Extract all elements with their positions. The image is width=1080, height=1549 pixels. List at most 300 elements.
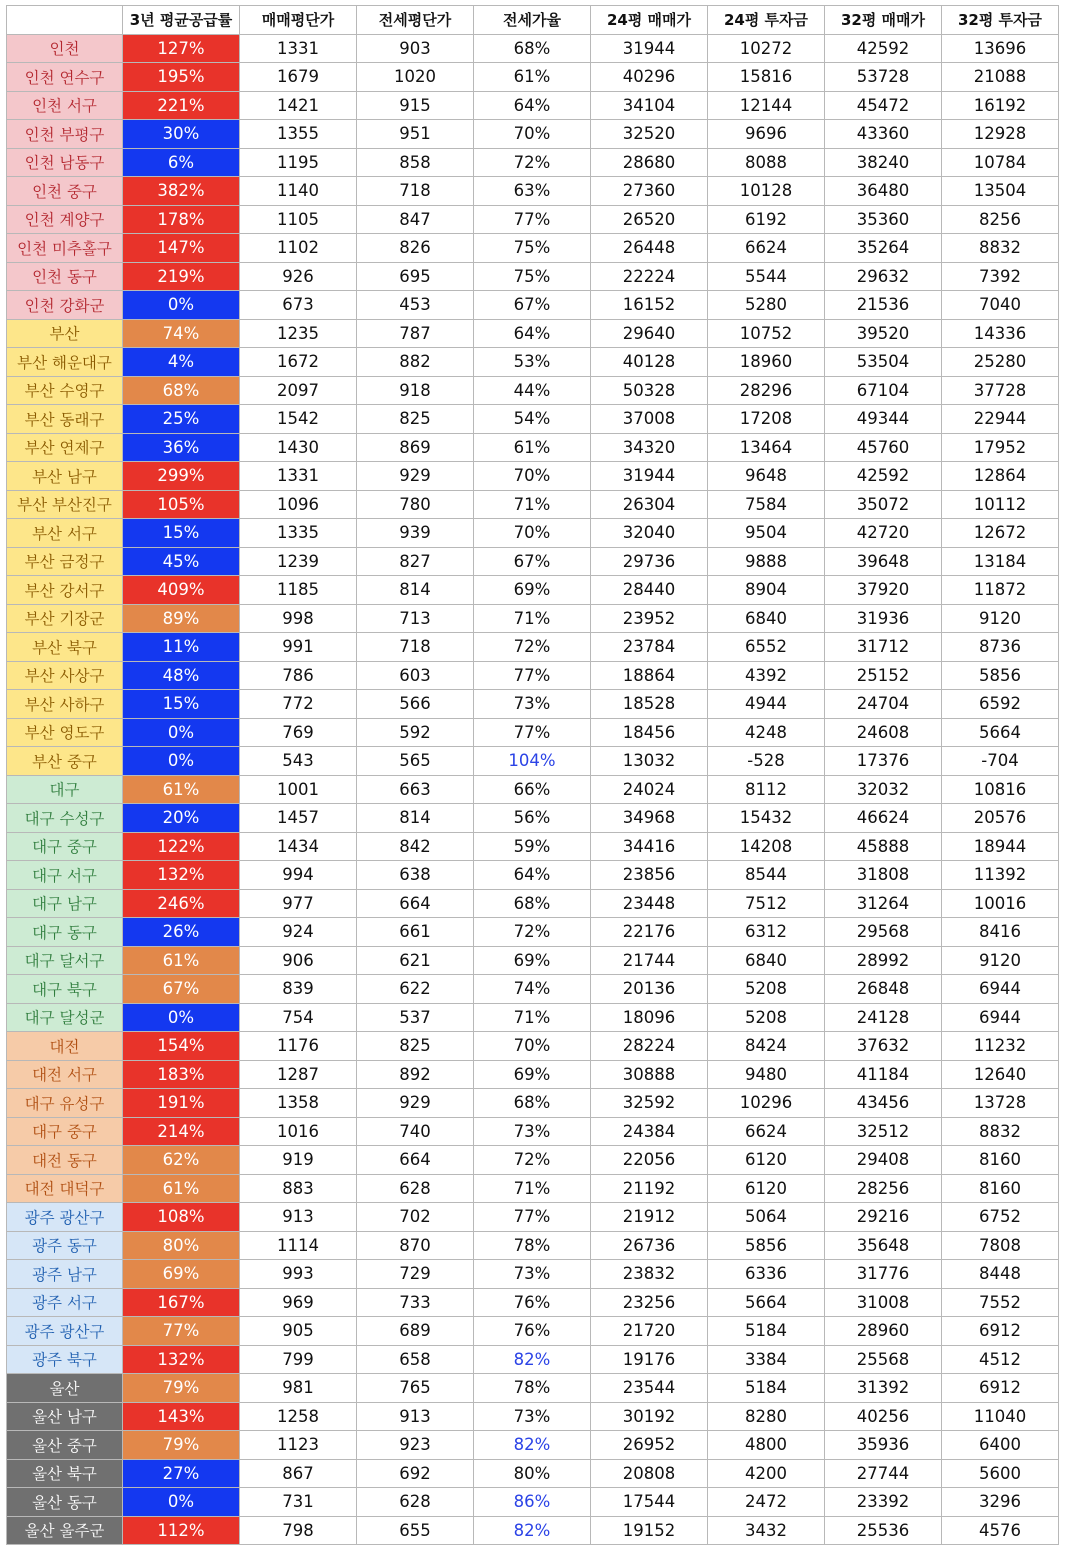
supply-rate-cell: 61% xyxy=(123,775,240,804)
jeonse-ratio-cell: 68% xyxy=(474,1089,591,1118)
price-24-cell: 32520 xyxy=(591,120,708,149)
jeonse-ratio-cell: 71% xyxy=(474,490,591,519)
region-cell: 울산 울주군 xyxy=(7,1516,123,1545)
price-32-cell: 31808 xyxy=(825,861,942,890)
jeonse-price-cell: 765 xyxy=(357,1374,474,1403)
region-cell: 부산 해운대구 xyxy=(7,348,123,377)
investment-24-cell: 5208 xyxy=(708,975,825,1004)
sale-price-cell: 991 xyxy=(240,633,357,662)
investment-32-cell: 12672 xyxy=(942,519,1059,548)
price-32-cell: 45888 xyxy=(825,832,942,861)
price-32-cell: 25568 xyxy=(825,1345,942,1374)
region-cell: 부산 연제구 xyxy=(7,433,123,462)
price-32-cell: 28992 xyxy=(825,946,942,975)
jeonse-ratio-cell: 77% xyxy=(474,661,591,690)
supply-rate-cell: 27% xyxy=(123,1459,240,1488)
header-32-sale-price: 32평 매매가 xyxy=(825,6,942,35)
investment-24-cell: 6552 xyxy=(708,633,825,662)
investment-32-cell: 21088 xyxy=(942,63,1059,92)
price-32-cell: 24608 xyxy=(825,718,942,747)
investment-32-cell: 37728 xyxy=(942,376,1059,405)
price-24-cell: 31944 xyxy=(591,462,708,491)
jeonse-price-cell: 929 xyxy=(357,1089,474,1118)
investment-24-cell: 14208 xyxy=(708,832,825,861)
price-24-cell: 28224 xyxy=(591,1032,708,1061)
supply-rate-cell: 74% xyxy=(123,319,240,348)
sale-price-cell: 786 xyxy=(240,661,357,690)
jeonse-ratio-cell: 69% xyxy=(474,1060,591,1089)
investment-32-cell: 17952 xyxy=(942,433,1059,462)
region-cell: 울산 남구 xyxy=(7,1402,123,1431)
investment-32-cell: 6400 xyxy=(942,1431,1059,1460)
data-table xyxy=(6,5,1059,1545)
supply-rate-cell: 26% xyxy=(123,918,240,947)
investment-24-cell: 8088 xyxy=(708,148,825,177)
region-cell: 인천 남동구 xyxy=(7,148,123,177)
price-32-cell: 29632 xyxy=(825,262,942,291)
investment-24-cell: 6624 xyxy=(708,234,825,263)
sale-price-cell: 673 xyxy=(240,291,357,320)
price-32-cell: 35264 xyxy=(825,234,942,263)
investment-32-cell: 8160 xyxy=(942,1146,1059,1175)
table-row xyxy=(7,1032,1059,1061)
region-cell: 대구 북구 xyxy=(7,975,123,1004)
supply-rate-cell: 30% xyxy=(123,120,240,149)
investment-24-cell: 5856 xyxy=(708,1231,825,1260)
price-24-cell: 34968 xyxy=(591,804,708,833)
investment-32-cell: 6944 xyxy=(942,1003,1059,1032)
sale-price-cell: 2097 xyxy=(240,376,357,405)
region-cell: 부산 서구 xyxy=(7,519,123,548)
jeonse-price-cell: 692 xyxy=(357,1459,474,1488)
sale-price-cell: 769 xyxy=(240,718,357,747)
table-row xyxy=(7,433,1059,462)
supply-rate-cell: 299% xyxy=(123,462,240,491)
investment-24-cell: 5544 xyxy=(708,262,825,291)
jeonse-price-cell: 592 xyxy=(357,718,474,747)
table-row xyxy=(7,804,1059,833)
price-24-cell: 29640 xyxy=(591,319,708,348)
sale-price-cell: 1434 xyxy=(240,832,357,861)
sale-price-cell: 1140 xyxy=(240,177,357,206)
supply-rate-cell: 183% xyxy=(123,1060,240,1089)
investment-32-cell: 12928 xyxy=(942,120,1059,149)
investment-32-cell: 3296 xyxy=(942,1488,1059,1517)
price-32-cell: 21536 xyxy=(825,291,942,320)
price-24-cell: 32592 xyxy=(591,1089,708,1118)
sale-price-cell: 883 xyxy=(240,1174,357,1203)
price-32-cell: 29408 xyxy=(825,1146,942,1175)
price-24-cell: 40128 xyxy=(591,348,708,377)
investment-24-cell: 9648 xyxy=(708,462,825,491)
table-row xyxy=(7,775,1059,804)
investment-24-cell: 8544 xyxy=(708,861,825,890)
price-24-cell: 20808 xyxy=(591,1459,708,1488)
supply-rate-cell: 61% xyxy=(123,946,240,975)
jeonse-price-cell: 915 xyxy=(357,91,474,120)
investment-32-cell: 4512 xyxy=(942,1345,1059,1374)
supply-rate-cell: 214% xyxy=(123,1117,240,1146)
investment-32-cell: 10816 xyxy=(942,775,1059,804)
price-32-cell: 41184 xyxy=(825,1060,942,1089)
price-24-cell: 30888 xyxy=(591,1060,708,1089)
table-row xyxy=(7,148,1059,177)
jeonse-price-cell: 923 xyxy=(357,1431,474,1460)
price-32-cell: 39520 xyxy=(825,319,942,348)
price-32-cell: 45760 xyxy=(825,433,942,462)
supply-rate-cell: 45% xyxy=(123,547,240,576)
region-cell: 대전 xyxy=(7,1032,123,1061)
table-row xyxy=(7,1117,1059,1146)
region-cell: 대구 유성구 xyxy=(7,1089,123,1118)
investment-32-cell: 9120 xyxy=(942,604,1059,633)
sale-price-cell: 919 xyxy=(240,1146,357,1175)
supply-rate-cell: 68% xyxy=(123,376,240,405)
jeonse-price-cell: 661 xyxy=(357,918,474,947)
price-24-cell: 13032 xyxy=(591,747,708,776)
jeonse-ratio-cell: 63% xyxy=(474,177,591,206)
investment-32-cell: 7808 xyxy=(942,1231,1059,1260)
header-jeonse-price-per-pyeong: 전세평단가 xyxy=(357,6,474,35)
table-row xyxy=(7,1260,1059,1289)
jeonse-price-cell: 664 xyxy=(357,889,474,918)
jeonse-price-cell: 903 xyxy=(357,34,474,63)
investment-24-cell: 5064 xyxy=(708,1203,825,1232)
investment-32-cell: 8832 xyxy=(942,1117,1059,1146)
investment-24-cell: 5280 xyxy=(708,291,825,320)
price-24-cell: 30192 xyxy=(591,1402,708,1431)
region-cell: 인천 강화군 xyxy=(7,291,123,320)
price-24-cell: 22176 xyxy=(591,918,708,947)
jeonse-ratio-cell: 82% xyxy=(474,1516,591,1545)
investment-32-cell: 6592 xyxy=(942,690,1059,719)
supply-rate-cell: 167% xyxy=(123,1288,240,1317)
investment-32-cell: 13184 xyxy=(942,547,1059,576)
price-24-cell: 26304 xyxy=(591,490,708,519)
region-cell: 인천 부평구 xyxy=(7,120,123,149)
price-24-cell: 18096 xyxy=(591,1003,708,1032)
supply-rate-cell: 15% xyxy=(123,690,240,719)
jeonse-price-cell: 718 xyxy=(357,177,474,206)
sale-price-cell: 772 xyxy=(240,690,357,719)
investment-32-cell: 11872 xyxy=(942,576,1059,605)
region-cell: 부산 기장군 xyxy=(7,604,123,633)
investment-32-cell: 6752 xyxy=(942,1203,1059,1232)
price-24-cell: 24024 xyxy=(591,775,708,804)
supply-rate-cell: 219% xyxy=(123,262,240,291)
supply-rate-cell: 48% xyxy=(123,661,240,690)
jeonse-ratio-cell: 75% xyxy=(474,234,591,263)
price-32-cell: 26848 xyxy=(825,975,942,1004)
jeonse-ratio-cell: 104% xyxy=(474,747,591,776)
price-24-cell: 32040 xyxy=(591,519,708,548)
jeonse-ratio-cell: 54% xyxy=(474,405,591,434)
table-row xyxy=(7,918,1059,947)
price-32-cell: 29568 xyxy=(825,918,942,947)
sale-price-cell: 1331 xyxy=(240,462,357,491)
investment-32-cell: 25280 xyxy=(942,348,1059,377)
supply-rate-cell: 178% xyxy=(123,205,240,234)
supply-rate-cell: 36% xyxy=(123,433,240,462)
price-24-cell: 28680 xyxy=(591,148,708,177)
table-row xyxy=(7,690,1059,719)
investment-32-cell: 10016 xyxy=(942,889,1059,918)
investment-24-cell: 6840 xyxy=(708,946,825,975)
sale-price-cell: 1358 xyxy=(240,1089,357,1118)
price-32-cell: 17376 xyxy=(825,747,942,776)
jeonse-ratio-cell: 59% xyxy=(474,832,591,861)
investment-24-cell: 15432 xyxy=(708,804,825,833)
investment-32-cell: 5856 xyxy=(942,661,1059,690)
sale-price-cell: 1001 xyxy=(240,775,357,804)
price-32-cell: 40256 xyxy=(825,1402,942,1431)
investment-32-cell: 8416 xyxy=(942,918,1059,947)
investment-24-cell: 13464 xyxy=(708,433,825,462)
jeonse-price-cell: 882 xyxy=(357,348,474,377)
jeonse-ratio-cell: 73% xyxy=(474,1117,591,1146)
sale-price-cell: 867 xyxy=(240,1459,357,1488)
sale-price-cell: 1430 xyxy=(240,433,357,462)
price-24-cell: 29736 xyxy=(591,547,708,576)
jeonse-ratio-cell: 74% xyxy=(474,975,591,1004)
jeonse-price-cell: 814 xyxy=(357,576,474,605)
jeonse-price-cell: 603 xyxy=(357,661,474,690)
region-cell: 대구 달성군 xyxy=(7,1003,123,1032)
sale-price-cell: 1195 xyxy=(240,148,357,177)
table-row xyxy=(7,1089,1059,1118)
region-cell: 부산 북구 xyxy=(7,633,123,662)
price-32-cell: 42592 xyxy=(825,34,942,63)
price-32-cell: 31264 xyxy=(825,889,942,918)
investment-24-cell: 8424 xyxy=(708,1032,825,1061)
sale-price-cell: 994 xyxy=(240,861,357,890)
price-24-cell: 19152 xyxy=(591,1516,708,1545)
price-24-cell: 17544 xyxy=(591,1488,708,1517)
table-row xyxy=(7,34,1059,63)
jeonse-ratio-cell: 64% xyxy=(474,91,591,120)
jeonse-price-cell: 918 xyxy=(357,376,474,405)
supply-rate-cell: 62% xyxy=(123,1146,240,1175)
price-24-cell: 37008 xyxy=(591,405,708,434)
investment-24-cell: 3384 xyxy=(708,1345,825,1374)
supply-rate-cell: 6% xyxy=(123,148,240,177)
price-32-cell: 43360 xyxy=(825,120,942,149)
header-sale-price-per-pyeong: 매매평단가 xyxy=(240,6,357,35)
table-row xyxy=(7,547,1059,576)
table-row xyxy=(7,1288,1059,1317)
supply-rate-cell: 0% xyxy=(123,1488,240,1517)
region-cell: 울산 북구 xyxy=(7,1459,123,1488)
supply-rate-cell: 132% xyxy=(123,861,240,890)
price-32-cell: 67104 xyxy=(825,376,942,405)
investment-24-cell: -528 xyxy=(708,747,825,776)
table-row xyxy=(7,975,1059,1004)
investment-24-cell: 9696 xyxy=(708,120,825,149)
jeonse-price-cell: 826 xyxy=(357,234,474,263)
investment-32-cell: 10112 xyxy=(942,490,1059,519)
investment-32-cell: 12864 xyxy=(942,462,1059,491)
table-row xyxy=(7,348,1059,377)
sale-price-cell: 839 xyxy=(240,975,357,1004)
investment-32-cell: -704 xyxy=(942,747,1059,776)
header-32-investment: 32평 투자금 xyxy=(942,6,1059,35)
jeonse-price-cell: 718 xyxy=(357,633,474,662)
jeonse-ratio-cell: 61% xyxy=(474,63,591,92)
investment-32-cell: 11392 xyxy=(942,861,1059,890)
table-row xyxy=(7,120,1059,149)
price-24-cell: 18456 xyxy=(591,718,708,747)
region-cell: 대전 서구 xyxy=(7,1060,123,1089)
sale-price-cell: 1258 xyxy=(240,1402,357,1431)
supply-rate-cell: 143% xyxy=(123,1402,240,1431)
investment-24-cell: 5184 xyxy=(708,1317,825,1346)
sale-price-cell: 1016 xyxy=(240,1117,357,1146)
jeonse-price-cell: 939 xyxy=(357,519,474,548)
investment-24-cell: 4800 xyxy=(708,1431,825,1460)
sale-price-cell: 924 xyxy=(240,918,357,947)
jeonse-price-cell: 655 xyxy=(357,1516,474,1545)
sale-price-cell: 1176 xyxy=(240,1032,357,1061)
table-row xyxy=(7,889,1059,918)
sale-price-cell: 1421 xyxy=(240,91,357,120)
jeonse-ratio-cell: 77% xyxy=(474,718,591,747)
region-cell: 울산 동구 xyxy=(7,1488,123,1517)
sale-price-cell: 543 xyxy=(240,747,357,776)
region-cell: 부산 남구 xyxy=(7,462,123,491)
jeonse-price-cell: 453 xyxy=(357,291,474,320)
price-32-cell: 28960 xyxy=(825,1317,942,1346)
investment-24-cell: 7512 xyxy=(708,889,825,918)
sale-price-cell: 977 xyxy=(240,889,357,918)
price-24-cell: 34320 xyxy=(591,433,708,462)
price-32-cell: 49344 xyxy=(825,405,942,434)
sale-price-cell: 1105 xyxy=(240,205,357,234)
jeonse-ratio-cell: 75% xyxy=(474,262,591,291)
jeonse-ratio-cell: 64% xyxy=(474,319,591,348)
jeonse-price-cell: 658 xyxy=(357,1345,474,1374)
investment-32-cell: 7552 xyxy=(942,1288,1059,1317)
region-cell: 인천 서구 xyxy=(7,91,123,120)
jeonse-ratio-cell: 72% xyxy=(474,148,591,177)
jeonse-price-cell: 702 xyxy=(357,1203,474,1232)
price-32-cell: 38240 xyxy=(825,148,942,177)
price-24-cell: 23448 xyxy=(591,889,708,918)
price-24-cell: 40296 xyxy=(591,63,708,92)
investment-32-cell: 11040 xyxy=(942,1402,1059,1431)
price-32-cell: 35360 xyxy=(825,205,942,234)
jeonse-price-cell: 689 xyxy=(357,1317,474,1346)
jeonse-ratio-cell: 70% xyxy=(474,519,591,548)
price-32-cell: 43456 xyxy=(825,1089,942,1118)
supply-rate-cell: 25% xyxy=(123,405,240,434)
supply-rate-cell: 67% xyxy=(123,975,240,1004)
jeonse-ratio-cell: 72% xyxy=(474,918,591,947)
region-cell: 인천 중구 xyxy=(7,177,123,206)
investment-24-cell: 6192 xyxy=(708,205,825,234)
sale-price-cell: 1287 xyxy=(240,1060,357,1089)
table-row xyxy=(7,205,1059,234)
sale-price-cell: 981 xyxy=(240,1374,357,1403)
supply-rate-cell: 61% xyxy=(123,1174,240,1203)
table-row xyxy=(7,519,1059,548)
jeonse-price-cell: 638 xyxy=(357,861,474,890)
investment-24-cell: 6624 xyxy=(708,1117,825,1146)
sale-price-cell: 1096 xyxy=(240,490,357,519)
jeonse-ratio-cell: 86% xyxy=(474,1488,591,1517)
supply-rate-cell: 246% xyxy=(123,889,240,918)
price-32-cell: 35072 xyxy=(825,490,942,519)
supply-rate-cell: 89% xyxy=(123,604,240,633)
table-row xyxy=(7,604,1059,633)
table-row xyxy=(7,319,1059,348)
price-24-cell: 21192 xyxy=(591,1174,708,1203)
table-row xyxy=(7,291,1059,320)
header-jeonse-ratio: 전세가율 xyxy=(474,6,591,35)
table-row xyxy=(7,861,1059,890)
jeonse-ratio-cell: 78% xyxy=(474,1374,591,1403)
table-row xyxy=(7,718,1059,747)
price-32-cell: 31392 xyxy=(825,1374,942,1403)
price-24-cell: 23832 xyxy=(591,1260,708,1289)
jeonse-price-cell: 814 xyxy=(357,804,474,833)
price-24-cell: 23256 xyxy=(591,1288,708,1317)
region-cell: 부산 금정구 xyxy=(7,547,123,576)
price-32-cell: 42592 xyxy=(825,462,942,491)
price-32-cell: 25152 xyxy=(825,661,942,690)
investment-32-cell: 8160 xyxy=(942,1174,1059,1203)
supply-rate-cell: 0% xyxy=(123,1003,240,1032)
investment-32-cell: 8256 xyxy=(942,205,1059,234)
investment-24-cell: 10752 xyxy=(708,319,825,348)
table-row xyxy=(7,490,1059,519)
jeonse-ratio-cell: 70% xyxy=(474,120,591,149)
region-cell: 부산 사상구 xyxy=(7,661,123,690)
price-32-cell: 31936 xyxy=(825,604,942,633)
jeonse-ratio-cell: 71% xyxy=(474,1003,591,1032)
jeonse-price-cell: 628 xyxy=(357,1174,474,1203)
table-row xyxy=(7,1431,1059,1460)
price-32-cell: 31776 xyxy=(825,1260,942,1289)
region-cell: 광주 서구 xyxy=(7,1288,123,1317)
region-cell: 부산 사하구 xyxy=(7,690,123,719)
price-24-cell: 21744 xyxy=(591,946,708,975)
sale-price-cell: 1335 xyxy=(240,519,357,548)
jeonse-price-cell: 951 xyxy=(357,120,474,149)
price-32-cell: 24704 xyxy=(825,690,942,719)
investment-32-cell: 5600 xyxy=(942,1459,1059,1488)
investment-32-cell: 6944 xyxy=(942,975,1059,1004)
investment-32-cell: 13696 xyxy=(942,34,1059,63)
jeonse-price-cell: 713 xyxy=(357,604,474,633)
supply-rate-cell: 105% xyxy=(123,490,240,519)
sale-price-cell: 1355 xyxy=(240,120,357,149)
region-cell: 울산 중구 xyxy=(7,1431,123,1460)
region-cell: 대구 수성구 xyxy=(7,804,123,833)
jeonse-price-cell: 628 xyxy=(357,1488,474,1517)
investment-24-cell: 10272 xyxy=(708,34,825,63)
jeonse-price-cell: 847 xyxy=(357,205,474,234)
sale-price-cell: 998 xyxy=(240,604,357,633)
price-32-cell: 25536 xyxy=(825,1516,942,1545)
jeonse-price-cell: 825 xyxy=(357,1032,474,1061)
investment-32-cell: 5664 xyxy=(942,718,1059,747)
investment-24-cell: 4200 xyxy=(708,1459,825,1488)
region-cell: 광주 남구 xyxy=(7,1260,123,1289)
jeonse-ratio-cell: 71% xyxy=(474,1174,591,1203)
sale-price-cell: 905 xyxy=(240,1317,357,1346)
jeonse-price-cell: 780 xyxy=(357,490,474,519)
region-cell: 대전 동구 xyxy=(7,1146,123,1175)
